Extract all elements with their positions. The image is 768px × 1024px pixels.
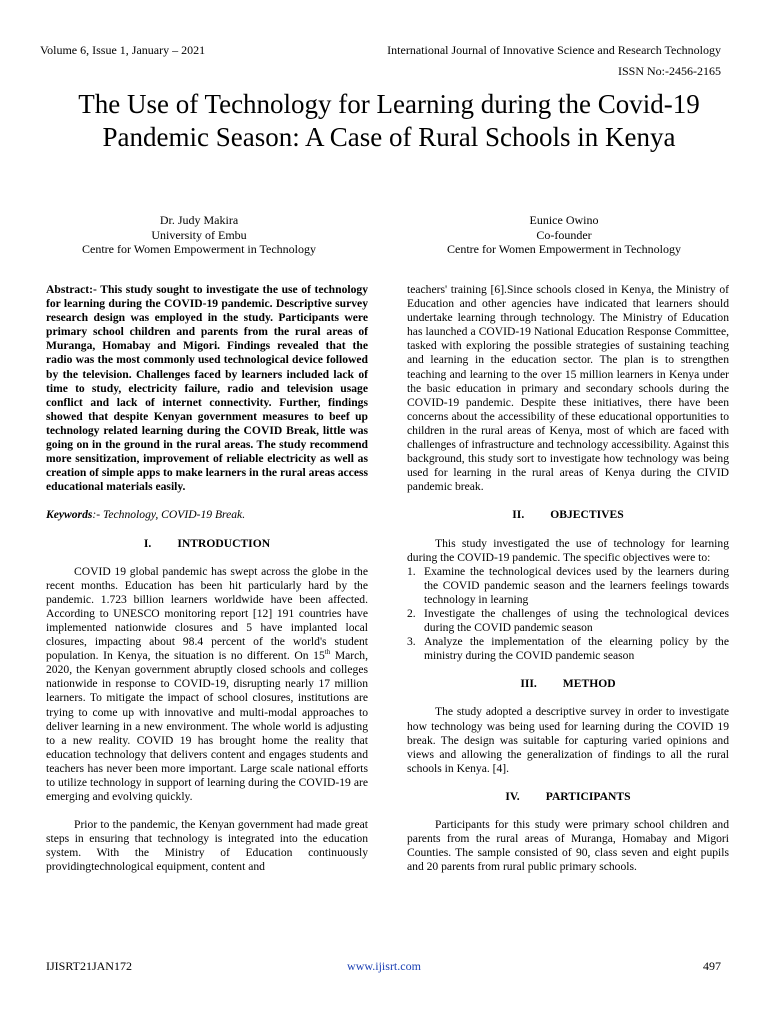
author-affiliation: University of Embu	[151, 227, 247, 242]
keywords	[46, 508, 368, 522]
author-organization: Centre for Women Empowerment in Technology	[81, 242, 317, 256]
paper-title: The Use of Technology for Learning during the Covid-19 Pandemic Season: A Case of Rural Schools in Kenya	[78, 89, 700, 152]
list-number: 2.	[407, 606, 416, 620]
section-number: IV.	[505, 789, 520, 803]
list-text: Examine the technological devices used by the learners during the COVID pandemic season and the learners feelings towards technology in learning	[424, 564, 729, 606]
keywords-text: :- Technology, COVID-19 Break.	[92, 508, 246, 522]
page-number: 497	[703, 959, 721, 973]
list-text: Investigate the challenges of using the technological devices during the COVID pandemic season	[424, 606, 729, 635]
method-paragraph: The study adopted a descriptive survey in order to investigate how technology was being used for learning during the COVID 19 break. The design was suitable for capturing varied opinions and views and allowing the generalization of findings to all the rural schools in Kenya. [4].	[407, 705, 729, 775]
introduction-paragraph-3: teachers' training [6].Since schools closed in Kenya, the Ministry of Education and other agencies have indicated that learners should undertake learning through technology. The Ministry of Education has launched a COVID-19 National Education Response Committee, tasked with exploring the possible strategies of sustaining teaching and learning in the education sector. The plan is to strengthen teaching and learning to the over 15 million learners in Kenya under the basic education in primary and secondary schools during the COVID-19 pandemic. Despite these initiatives, there have been concerns about the accessibility of these educational opportunities to children in the rural areas of Kenya, most of which are faced with challenges of infrastructure and technology accessibility. Against this background, this study sort to investigate how technology was being used for learning in the rural areas of Kenya during the CIVID pandemic break.	[407, 283, 729, 494]
section-heading-objectives	[407, 508, 729, 522]
journal-volume: Volume 6, Issue 1, January – 2021	[40, 43, 206, 57]
section-title: OBJECTIVES	[550, 508, 624, 522]
superscript: th	[324, 648, 331, 657]
left-column	[46, 283, 368, 889]
section-heading-method	[407, 677, 729, 691]
participants-paragraph: Participants for this study were primary school children and parents from the rural areas of Muranga, Homabay and Migori Counties. The sample consisted of 90, class seven and eight pupils and 20 parents from rural public primary schools.	[407, 818, 729, 874]
keywords-label: Keywords	[46, 508, 93, 522]
paper-id: IJISRT21JAN172	[46, 959, 132, 973]
list-number: 1.	[407, 564, 416, 578]
list-item	[407, 635, 729, 663]
abstract: Abstract:- This study sought to investigate the use of technology for learning during the COVID-19 pandemic. Descriptive survey research design was employed in the study. Participants were primary school children and parents from the rural areas of Muranga, Homabay and Migori. Findings revealed that the radio was the most commonly used technological device followed by the television. Challenges faced by learners included lack of time to study, electricity failure, radio and television usage conflict and lack of internet connectivity. Further, findings showed that despite Kenyan government measures to beef up technology related learning during the COVID Break, little was going on in the ground in the rural areas. The study recommend more sensitization, improvement of reliable electricity as well as creation of simple apps to make learners in the rural areas access educational materials easily.	[46, 283, 368, 494]
introduction-paragraph-1	[46, 565, 368, 805]
author-block-2	[405, 213, 723, 257]
section-number: I.	[143, 536, 152, 550]
journal-website-link[interactable]: www.ijisrt.com	[347, 959, 421, 973]
section-title: METHOD	[562, 677, 616, 691]
author-organization: Centre for Women Empowerment in Technology	[446, 242, 682, 256]
issn: ISSN No:-2456-2165	[617, 64, 721, 78]
section-title: INTRODUCTION	[177, 536, 271, 550]
author-name: Eunice Owino	[529, 213, 599, 227]
author-name: Dr. Judy Makira	[159, 213, 239, 227]
introduction-paragraph-2: Prior to the pandemic, the Kenyan government had made great steps in ensuring that technology is integrated into the education system. With the Ministry of Education continuously providingtechnological equipment, content and	[46, 818, 368, 874]
right-column	[407, 283, 729, 888]
paragraph-text: March, 2020, the Kenyan government abruptly closed schools and colleges nationwide in response to COVID-19, disrupting nearly 17 million learners. To mitigate the impact of school closures, institutions are trying to come up with innovative and multi-modal approaches to deliver learning in a new environment. The whole world is adjusting to a new reality. COVID 19 has brought home the reality that education technology that delivers content and engages students and teachers has never been more important. Large scale national efforts to utilize technology in support of learning during the COVID-19 are emerging and evolving quickly.	[46, 649, 368, 804]
author-block-1	[40, 213, 358, 257]
list-item	[407, 565, 729, 607]
section-heading-participants	[407, 790, 729, 804]
list-number: 3.	[407, 635, 416, 649]
list-item	[407, 607, 729, 635]
section-title: PARTICIPANTS	[545, 789, 631, 803]
objectives-paragraph: This study investigated the use of technology for learning during the COVID-19 pandemic. The specific objectives were to:	[407, 536, 729, 564]
section-number: III.	[520, 677, 537, 691]
section-heading-introduction	[46, 537, 368, 551]
author-affiliation: Co-founder	[536, 227, 592, 242]
section-number: II.	[512, 508, 525, 522]
paragraph-text: COVID 19 global pandemic has swept across the globe in the recent months. Education has been hit particularly hard by the pandemic. 1.723 billion learners worldwide have been affected. According to UNESCO monitoring report [12] 191 countries have implemented nationwide closures and 5 have implanted local closures, impacting about 98.4 percent of the world's student population. In Kenya, the situation is no different. On 15	[46, 564, 368, 663]
journal-name: International Journal of Innovative Science and Research Technology	[387, 43, 721, 57]
objectives-list	[407, 565, 729, 664]
list-text: Analyze the implementation of the elearning policy by the ministry during the COVID pandemic season	[424, 635, 729, 663]
